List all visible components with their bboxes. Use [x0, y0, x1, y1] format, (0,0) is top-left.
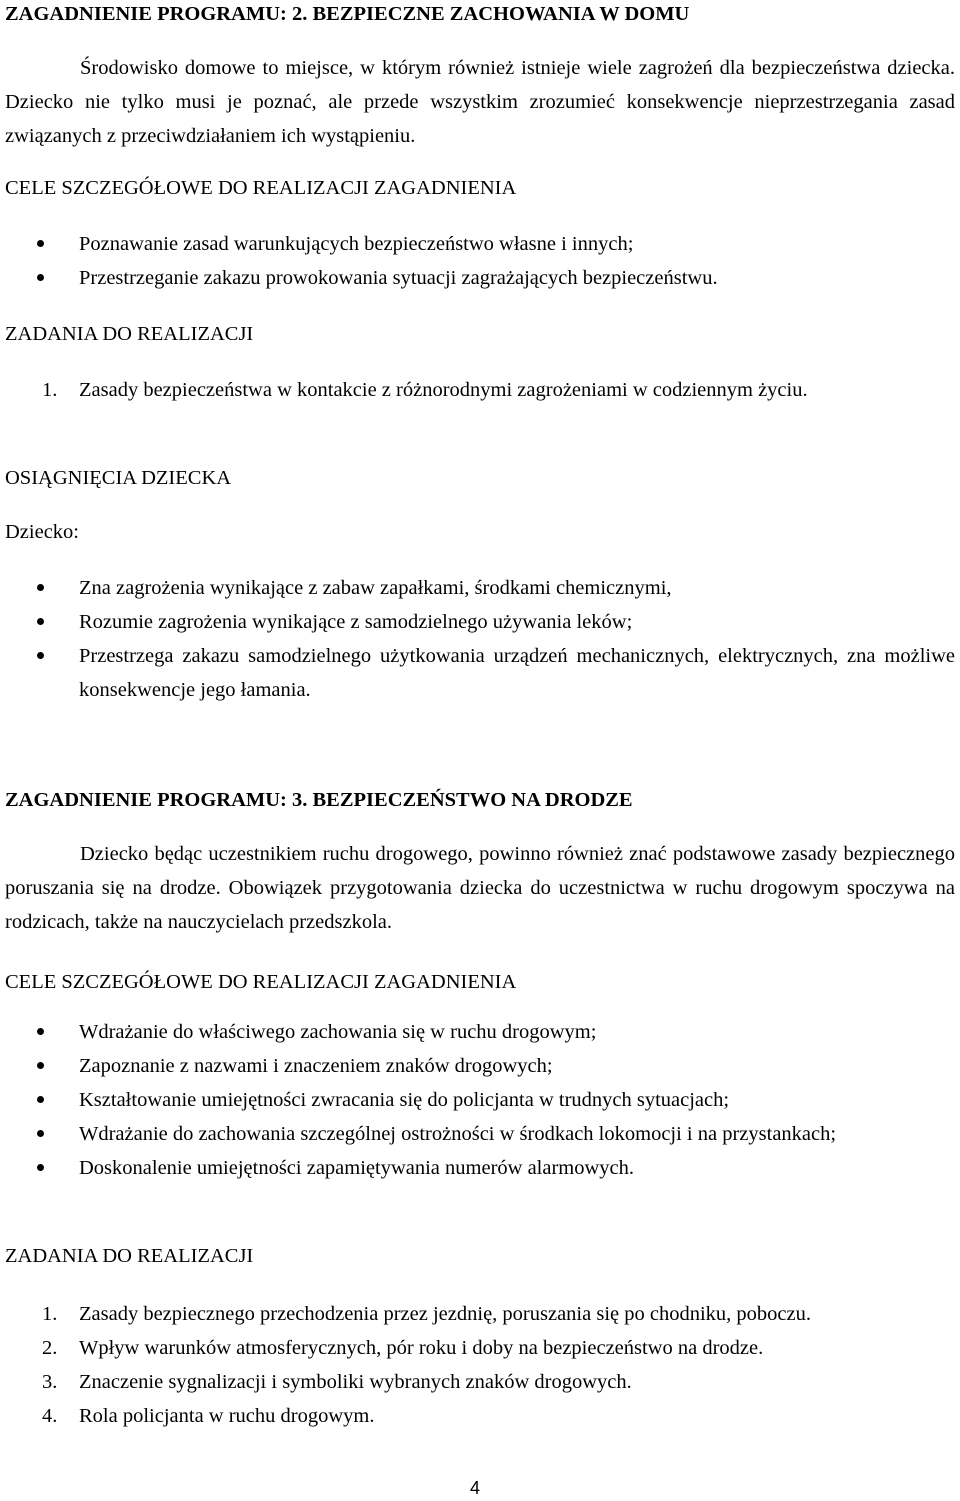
bullet-icon [37, 1062, 44, 1069]
item-number: 3. [42, 1371, 58, 1393]
list-item: Poznawanie zasad warunkujących bezpieczeństwo własne i innych; [5, 227, 955, 261]
section-3-heading: ZAGADNIENIE PROGRAMU: 3. BEZPIECZEŃSTWO NA DRODZE [5, 789, 633, 811]
list-item: Wdrażanie do zachowania szczególnej ostrożności w środkach lokomocji i na przystankach; [5, 1117, 955, 1151]
list-item: Zapoznanie z nazwami i znaczeniem znaków drogowych; [5, 1049, 955, 1083]
list-item: 3. Znaczenie sygnalizacji i symboliki wybranych znaków drogowych. [5, 1365, 955, 1399]
bullet-icon [37, 1164, 44, 1171]
list-item: 1. Zasady bezpiecznego przechodzenia przez jezdnię, poruszania się po chodniku, poboczu. [5, 1297, 955, 1331]
section-2-achievements-list [5, 571, 955, 707]
list-item: 1. Zasady bezpieczeństwa w kontakcie z różnorodnymi zagrożeniami w codziennym życiu. [5, 373, 955, 407]
bullet-icon [37, 1028, 44, 1035]
list-item: Zna zagrożenia wynikające z zabaw zapałkami, środkami chemicznymi, [5, 571, 955, 605]
bullet-icon [37, 652, 44, 659]
item-number: 4. [42, 1405, 58, 1427]
bullet-icon [37, 240, 44, 247]
bullet-icon [37, 274, 44, 281]
section-2-heading: ZAGADNIENIE PROGRAMU: 2. BEZPIECZNE ZACHOWANIA W DOMU [5, 3, 690, 25]
page-number: 4 [470, 1478, 481, 1498]
section-3-tasks-heading: ZADANIA DO REALIZACJI [5, 1245, 254, 1267]
section-2-intro: Środowisko domowe to miejsce, w którym również istnieje wiele zagrożeń dla bezpieczeństwa dziecka. Dziecko nie tylko musi je poznać, ale przede wszystkim zrozumieć konsekwencje nieprzestrzegania zasad związanych z przeciwdziałaniem ich wystąpieniu. [5, 57, 955, 147]
list-item: 2. Wpływ warunków atmosferycznych, pór roku i doby na bezpieczeństwo na drodze. [5, 1331, 955, 1365]
bullet-icon [37, 1096, 44, 1103]
section-3-intro: Dziecko będąc uczestnikiem ruchu drogowego, powinno również znać podstawowe zasady bezpiecznego poruszania się na drodze. Obowiązek przygotowania dziecka do uczestnictwa w ruchu drogowym spoczywa na rodzicach, także na nauczycielach przedszkola. [5, 843, 955, 933]
list-item: Przestrzega zakazu samodzielnego użytkowania urządzeń mechanicznych, elektrycznych, zna możliwe konsekwencje jego łamania. [5, 639, 955, 707]
list-item: 4. Rola policjanta w ruchu drogowym. [5, 1399, 955, 1433]
bullet-icon [37, 1130, 44, 1137]
bullet-icon [37, 584, 44, 591]
item-number: 1. [42, 1303, 58, 1325]
section-3-goals-heading: CELE SZCZEGÓŁOWE DO REALIZACJI ZAGADNIENIA [5, 971, 517, 993]
bullet-icon [37, 618, 44, 625]
list-item: Doskonalenie umiejętności zapamiętywania numerów alarmowych. [5, 1151, 955, 1185]
section-2-tasks-heading: ZADANIA DO REALIZACJI [5, 323, 254, 345]
list-item: Rozumie zagrożenia wynikające z samodzielnego używania leków; [5, 605, 955, 639]
section-2-goals-list [5, 227, 955, 295]
section-3-goals-list [5, 1015, 955, 1185]
section-3-tasks-list [5, 1297, 955, 1433]
section-2-tasks-list [5, 373, 955, 407]
list-item: Kształtowanie umiejętności zwracania się do policjanta w trudnych sytuacjach; [5, 1083, 955, 1117]
item-number: 1. [42, 379, 58, 401]
section-2-goals-heading: CELE SZCZEGÓŁOWE DO REALIZACJI ZAGADNIENIA [5, 177, 517, 199]
section-2-achievements-heading: OSIĄGNIĘCIA DZIECKA [5, 467, 232, 489]
item-number: 2. [42, 1337, 58, 1359]
list-item: Przestrzeganie zakazu prowokowania sytuacji zagrażających bezpieczeństwu. [5, 261, 955, 295]
child-label: Dziecko: [5, 521, 79, 543]
list-item: Wdrażanie do właściwego zachowania się w ruchu drogowym; [5, 1015, 955, 1049]
